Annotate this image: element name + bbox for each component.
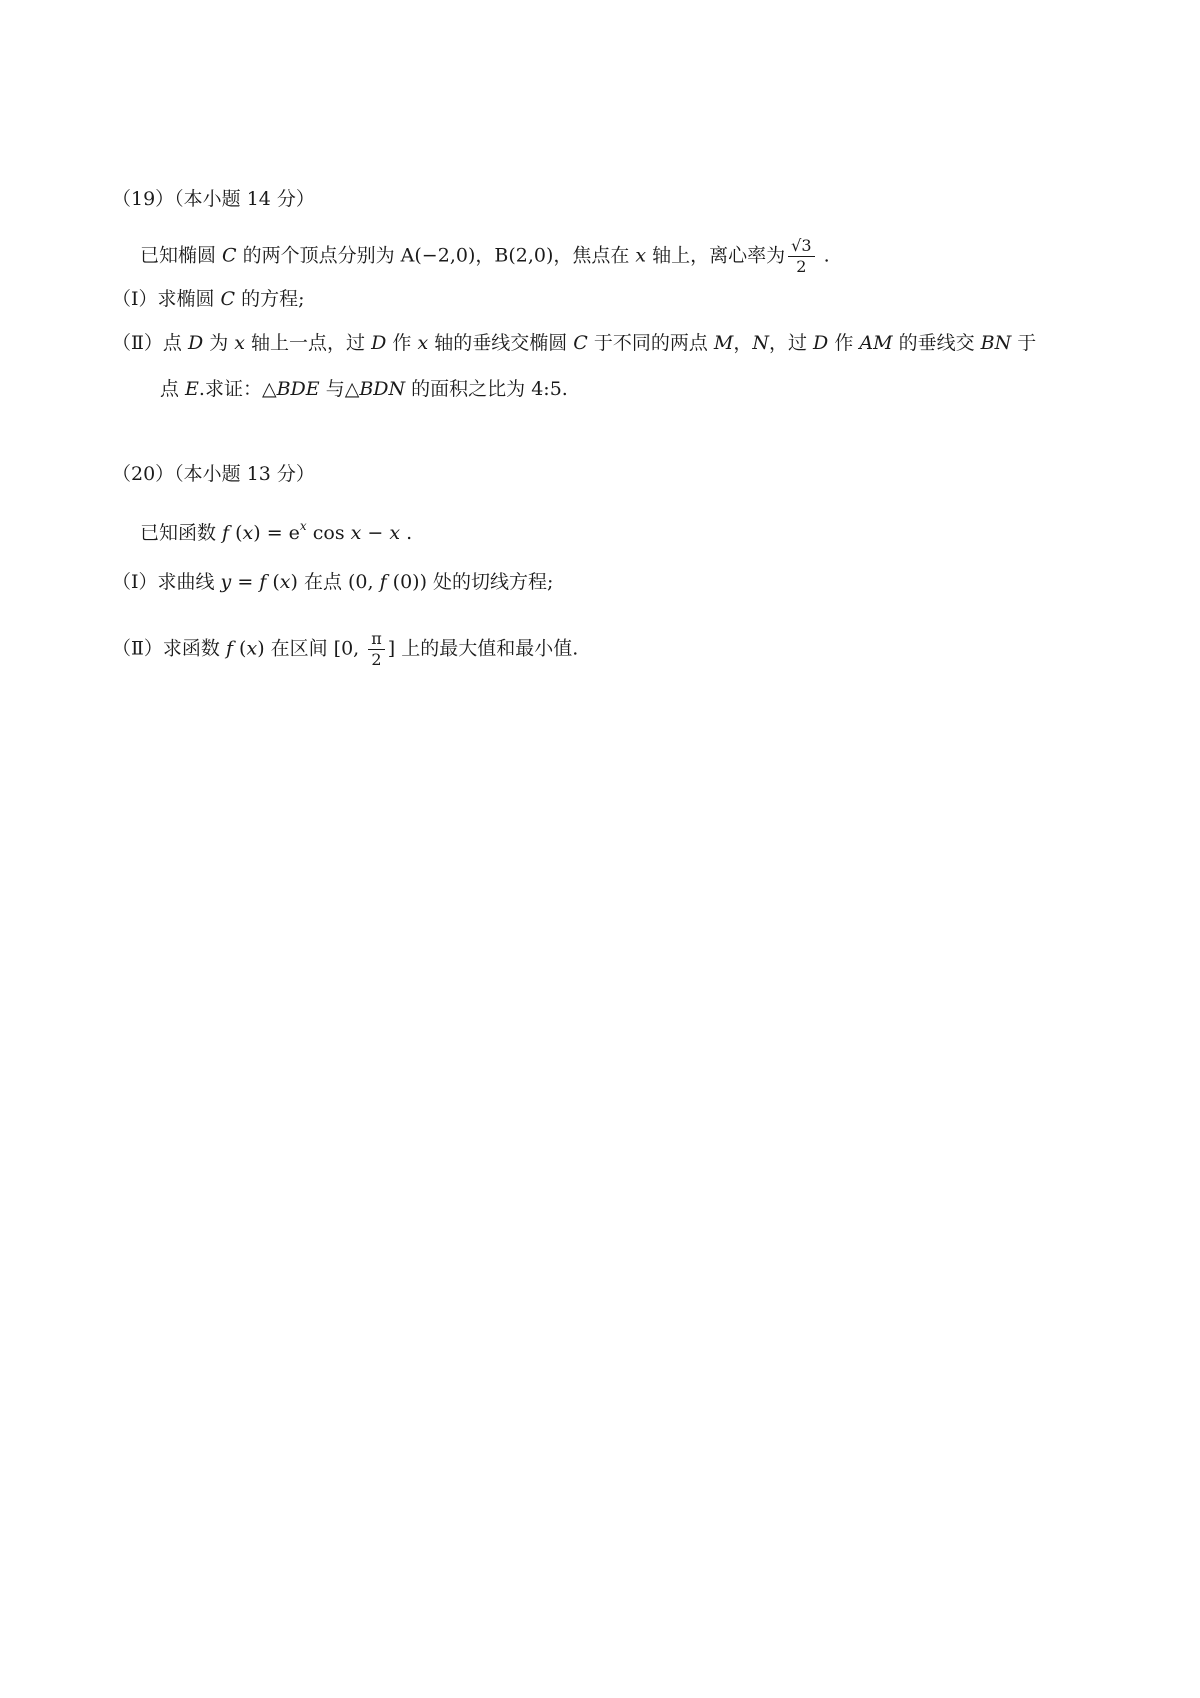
q20-part1-text: = (231, 571, 260, 593)
q20-part2-text: （Ⅱ）求函数 (112, 637, 226, 660)
var-f: f (222, 522, 230, 544)
q20-stem-text: 已知函数 (140, 522, 223, 544)
q19-part2-text: 作 (386, 332, 418, 354)
q20-part2 (112, 629, 578, 670)
var-bde: BDE (276, 378, 320, 400)
q20-stem (140, 514, 412, 545)
q19-part2-text: 轴的垂线交椭圆 (428, 332, 574, 354)
fraction-numerator: √3 (788, 236, 814, 257)
q19-part2 (112, 331, 1036, 355)
var-y: y (220, 571, 232, 593)
q19-part2-cont-text: 与△ (319, 378, 360, 400)
fraction-numerator: π (368, 629, 385, 650)
eccentricity-fraction (788, 236, 814, 277)
q19-part2-text: ， (733, 332, 753, 354)
q19-stem-text: 已知椭圆 (140, 244, 223, 267)
q19-part2-cont-text: .求证：△ (198, 378, 277, 400)
q19-part2-cont-text: 点 (160, 378, 186, 400)
q19-part2-text: 轴上一点，过 (245, 332, 372, 354)
var-c: C (573, 332, 588, 354)
var-bdn: BDN (359, 378, 406, 400)
q20-stem-text: − (361, 522, 390, 544)
q20-part1-text: ) 在点 (0, (290, 571, 380, 593)
q19-part2-text: 为 (203, 332, 235, 354)
q19-part2-text: （Ⅱ）点 (112, 332, 188, 354)
q19-part2-text: 作 (828, 332, 860, 354)
q19-header-text: （19）（本小题 14 分） (112, 188, 315, 210)
q19-stem-text: 轴上，离心率为 (646, 244, 786, 267)
var-bn: BN (980, 332, 1012, 354)
fraction-denominator: 2 (796, 257, 807, 276)
q19-part1 (112, 287, 305, 311)
q20-part2-text: ( (233, 637, 247, 660)
q20-header-text: （20）（本小题 13 分） (112, 463, 315, 485)
q20-part2-text: ] 上的最大值和最小值. (387, 637, 579, 660)
var-c: C (220, 288, 236, 310)
q19-part2-text: 于不同的两点 (587, 332, 714, 354)
q20-stem-text: ) = e (253, 522, 300, 544)
var-e: E (185, 378, 199, 400)
q19-part1-text: （Ⅰ）求椭圆 (112, 288, 221, 310)
exponent-x: x (299, 519, 307, 533)
q20-part2-text: ) 在区间 [0, (257, 637, 366, 660)
var-am: AM (859, 332, 893, 354)
q19-part2-continued (160, 377, 568, 401)
fraction-denominator: 2 (371, 650, 382, 669)
q19-part2-text: 于 (1011, 332, 1037, 354)
q19-header (112, 187, 315, 211)
var-f: f (225, 637, 234, 660)
q19-stem (140, 236, 830, 277)
q20-header (112, 462, 315, 486)
var-x: x (234, 332, 246, 354)
var-x: x (389, 522, 401, 544)
var-x: x (417, 332, 429, 354)
var-n: N (752, 332, 769, 354)
var-d: D (371, 332, 387, 354)
q20-stem-text: ( (229, 522, 243, 544)
q20-part1-text: ( (266, 571, 280, 593)
q19-part2-text: 的垂线交 (892, 332, 981, 354)
q20-part1-text: (0)) 处的切线方程; (386, 571, 554, 593)
q20-stem-text: . (400, 522, 413, 544)
q20-stem-text: cos (306, 522, 351, 544)
var-d: D (813, 332, 829, 354)
var-x: x (350, 522, 362, 544)
q19-stem-text: . (817, 244, 830, 267)
q20-part1-text: （Ⅰ）求曲线 (112, 571, 221, 593)
q19-part2-cont-text: 的面积之比为 4:5. (405, 378, 568, 400)
q19-stem-text: 的两个顶点分别为 A(−2,0)，B(2,0)，焦点在 (236, 244, 636, 267)
var-x: x (279, 571, 291, 593)
var-m: M (713, 332, 734, 354)
var-f: f (379, 571, 387, 593)
var-x: x (242, 522, 254, 544)
interval-fraction (368, 629, 385, 670)
var-x: x (635, 244, 647, 267)
var-c: C (222, 244, 237, 267)
var-d: D (187, 332, 204, 354)
q19-part2-text: ，过 (769, 332, 814, 354)
var-f: f (259, 571, 267, 593)
q19-part1-text: 的方程; (235, 288, 305, 310)
q20-part1 (112, 570, 553, 594)
var-x: x (246, 637, 258, 660)
